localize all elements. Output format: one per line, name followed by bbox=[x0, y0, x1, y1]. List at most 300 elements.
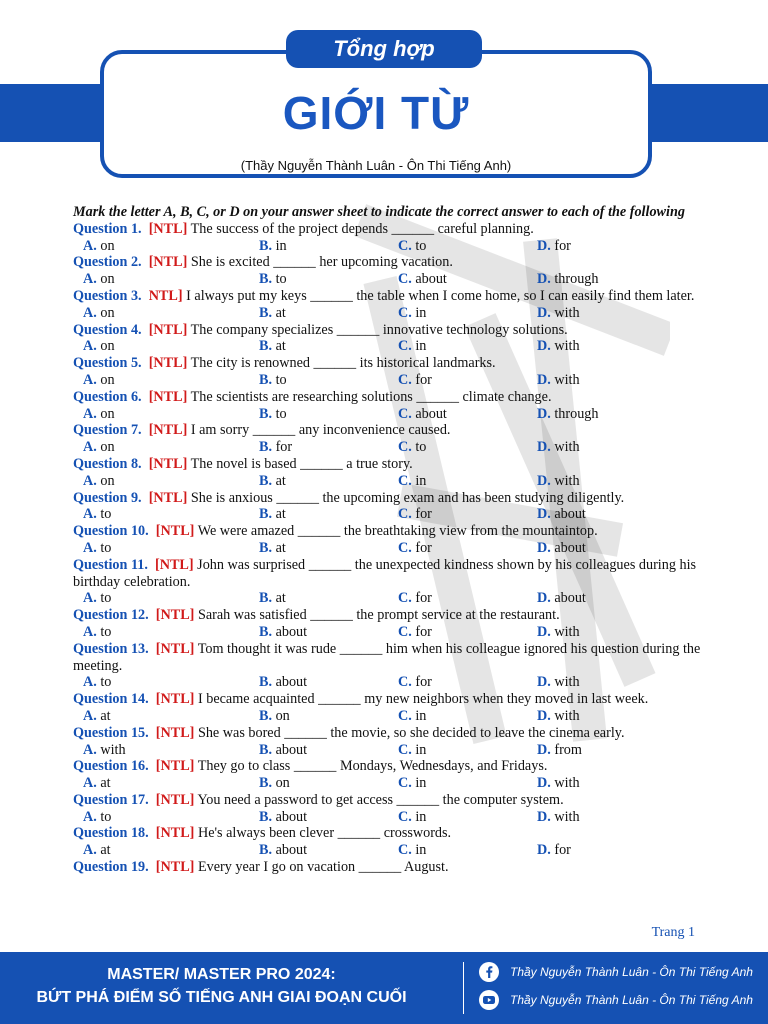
option-letter: C. bbox=[398, 623, 412, 640]
question-tag: [NTL] bbox=[148, 455, 188, 472]
answer-options bbox=[73, 809, 703, 826]
answer-option[interactable] bbox=[259, 809, 307, 826]
question-list bbox=[73, 204, 703, 876]
question-tag: [NTL] bbox=[148, 220, 188, 237]
question-tag: [NTL] bbox=[155, 825, 195, 842]
option-text: on bbox=[100, 237, 115, 254]
option-letter: C. bbox=[398, 707, 412, 724]
answer-options bbox=[73, 540, 703, 557]
answer-option[interactable] bbox=[83, 238, 115, 255]
option-letter: B. bbox=[259, 590, 273, 607]
option-text: about bbox=[275, 674, 308, 691]
question-5 bbox=[73, 355, 703, 372]
answer-option[interactable] bbox=[259, 674, 307, 691]
option-letter: B. bbox=[259, 623, 273, 640]
facebook-label: Thầy Nguyễn Thành Luân - Ôn Thi Tiếng Anh bbox=[510, 965, 753, 979]
answer-option[interactable] bbox=[259, 238, 287, 255]
option-text: in bbox=[415, 842, 427, 859]
option-letter: B. bbox=[259, 539, 273, 556]
answer-option[interactable] bbox=[259, 439, 292, 456]
question-2 bbox=[73, 254, 703, 271]
question-7 bbox=[73, 422, 703, 439]
option-letter: D. bbox=[537, 371, 551, 388]
option-text: about bbox=[415, 405, 447, 422]
answer-option[interactable] bbox=[537, 590, 586, 607]
question-text: The novel is based ______ a true story. bbox=[190, 455, 413, 472]
option-letter: A. bbox=[83, 741, 97, 758]
question-label: Question 5. bbox=[73, 355, 142, 372]
option-letter: D. bbox=[537, 674, 551, 691]
option-letter: D. bbox=[537, 808, 551, 825]
question-text: She was bored ______ the movie, so she decided to leave the cinema early. bbox=[197, 724, 625, 741]
answer-option[interactable] bbox=[537, 742, 582, 759]
question-11 bbox=[73, 557, 703, 591]
option-text: with bbox=[554, 707, 580, 724]
option-letter: B. bbox=[259, 775, 273, 792]
question-text: The success of the project depends ______ careful planning. bbox=[190, 220, 534, 237]
answer-options bbox=[73, 372, 703, 389]
youtube-link[interactable] bbox=[478, 988, 753, 1012]
answer-option[interactable] bbox=[259, 305, 286, 322]
answer-option[interactable] bbox=[259, 742, 307, 759]
option-text: for bbox=[415, 623, 432, 640]
question-label: Question 10. bbox=[73, 523, 149, 540]
option-letter: B. bbox=[259, 842, 273, 859]
answer-option[interactable] bbox=[398, 473, 426, 490]
answer-option[interactable] bbox=[83, 506, 111, 523]
option-letter: A. bbox=[83, 775, 97, 792]
question-text: I became acquainted ______ my new neighbors when they moved in last week. bbox=[197, 691, 649, 708]
option-letter: C. bbox=[398, 506, 412, 523]
option-text: with bbox=[100, 741, 126, 758]
question-label: Question 4. bbox=[73, 321, 142, 338]
footer-line2: BỨT PHÁ ĐIỂM SỐ TIẾNG ANH GIAI ĐOẠN CUỐI bbox=[36, 989, 407, 1006]
option-text: at bbox=[275, 304, 286, 321]
question-tag: [NTL] bbox=[148, 388, 188, 405]
option-text: through bbox=[554, 271, 599, 288]
answer-option[interactable] bbox=[537, 506, 586, 523]
option-text: on bbox=[100, 371, 115, 388]
question-18 bbox=[73, 825, 703, 842]
option-letter: D. bbox=[537, 623, 551, 640]
answer-option[interactable] bbox=[259, 590, 286, 607]
question-label: Question 16. bbox=[73, 758, 149, 775]
answer-option[interactable] bbox=[259, 406, 287, 423]
answer-options bbox=[73, 439, 703, 456]
footer bbox=[0, 952, 768, 1024]
option-text: to bbox=[275, 271, 287, 288]
answer-option[interactable] bbox=[259, 708, 290, 725]
option-text: for bbox=[554, 237, 571, 254]
answer-option[interactable] bbox=[398, 506, 432, 523]
question-14 bbox=[73, 691, 703, 708]
option-letter: C. bbox=[398, 405, 412, 422]
question-text: You need a password to get access ______ the computer system. bbox=[197, 791, 564, 808]
answer-option[interactable] bbox=[537, 406, 598, 423]
answer-option[interactable] bbox=[259, 338, 286, 355]
question-tag: [NTL] bbox=[148, 422, 188, 439]
option-text: at bbox=[100, 775, 111, 792]
option-text: in bbox=[415, 808, 427, 825]
option-letter: D. bbox=[537, 775, 551, 792]
question-tag: [NTL] bbox=[155, 640, 195, 657]
footer-course bbox=[0, 964, 443, 1010]
option-text: with bbox=[554, 472, 580, 489]
question-tag: [NTL] bbox=[148, 355, 188, 372]
question-label: Question 7. bbox=[73, 422, 142, 439]
question-label: Question 14. bbox=[73, 691, 149, 708]
question-text: Tom thought it was rude ______ him when his colleague ignored his question during the meeting. bbox=[73, 640, 701, 674]
option-letter: B. bbox=[259, 338, 273, 355]
question-tag: [NTL] bbox=[155, 556, 194, 573]
option-letter: D. bbox=[537, 237, 551, 254]
option-text: with bbox=[554, 808, 580, 825]
question-6 bbox=[73, 389, 703, 406]
question-text: Sarah was satisfied ______ the prompt service at the restaurant. bbox=[197, 607, 560, 624]
option-letter: C. bbox=[398, 271, 412, 288]
option-letter: D. bbox=[537, 506, 551, 523]
option-text: to bbox=[415, 237, 427, 254]
option-text: on bbox=[275, 707, 290, 724]
answer-options bbox=[73, 624, 703, 641]
question-label: Question 2. bbox=[73, 254, 142, 271]
answer-option[interactable] bbox=[537, 842, 571, 859]
answer-option[interactable] bbox=[83, 674, 111, 691]
question-13 bbox=[73, 641, 703, 675]
answer-option[interactable] bbox=[83, 742, 126, 759]
option-text: with bbox=[554, 304, 580, 321]
answer-option[interactable] bbox=[398, 372, 432, 389]
option-text: about bbox=[275, 741, 308, 758]
answer-option[interactable] bbox=[259, 271, 287, 288]
facebook-icon bbox=[478, 961, 500, 983]
option-text: at bbox=[100, 707, 111, 724]
option-letter: D. bbox=[537, 271, 551, 288]
answer-option[interactable] bbox=[398, 590, 432, 607]
option-letter: D. bbox=[537, 707, 551, 724]
answer-option[interactable] bbox=[83, 439, 115, 456]
answer-option[interactable] bbox=[537, 271, 598, 288]
option-text: in bbox=[415, 472, 427, 489]
option-letter: C. bbox=[398, 674, 412, 691]
answer-options bbox=[73, 406, 703, 423]
answer-options bbox=[73, 338, 703, 355]
question-4 bbox=[73, 322, 703, 339]
option-letter: A. bbox=[83, 472, 97, 489]
answer-option[interactable] bbox=[259, 372, 287, 389]
question-text: We were amazed ______ the breathtaking view from the mountaintop. bbox=[197, 523, 598, 540]
option-letter: B. bbox=[259, 506, 273, 523]
answer-option[interactable] bbox=[259, 775, 290, 792]
answer-option[interactable] bbox=[259, 842, 307, 859]
answer-option[interactable] bbox=[259, 540, 286, 557]
option-text: about bbox=[275, 842, 308, 859]
question-label: Question 6. bbox=[73, 388, 142, 405]
answer-option[interactable] bbox=[537, 775, 580, 792]
question-tag: [NTL] bbox=[155, 859, 195, 876]
option-letter: A. bbox=[83, 304, 97, 321]
option-text: for bbox=[554, 842, 571, 859]
question-label: Question 15. bbox=[73, 724, 149, 741]
answer-option[interactable] bbox=[83, 809, 111, 826]
option-letter: B. bbox=[259, 674, 273, 691]
option-letter: D. bbox=[537, 741, 551, 758]
answer-option[interactable] bbox=[398, 540, 432, 557]
option-letter: A. bbox=[83, 506, 97, 523]
option-letter: C. bbox=[398, 775, 412, 792]
option-letter: C. bbox=[398, 237, 412, 254]
answer-option[interactable] bbox=[398, 406, 447, 423]
option-text: in bbox=[415, 707, 427, 724]
answer-options bbox=[73, 473, 703, 490]
facebook-link[interactable] bbox=[478, 960, 753, 984]
option-letter: D. bbox=[537, 539, 551, 556]
answer-option[interactable] bbox=[537, 338, 580, 355]
answer-options bbox=[73, 674, 703, 691]
option-letter: D. bbox=[537, 405, 551, 422]
question-label: Question 12. bbox=[73, 607, 149, 624]
question-16 bbox=[73, 758, 703, 775]
option-text: on bbox=[100, 304, 115, 321]
footer-line1: MASTER/ MASTER PRO 2024: bbox=[107, 966, 336, 983]
answer-option[interactable] bbox=[537, 624, 580, 641]
option-text: with bbox=[554, 371, 580, 388]
option-letter: B. bbox=[259, 304, 273, 321]
answer-options bbox=[73, 590, 703, 607]
option-text: about bbox=[275, 623, 308, 640]
answer-options bbox=[73, 238, 703, 255]
answer-option[interactable] bbox=[83, 271, 115, 288]
answer-option[interactable] bbox=[398, 742, 426, 759]
question-1 bbox=[73, 221, 703, 238]
page-number: Trang 1 bbox=[651, 925, 695, 940]
question-tag: [NTL] bbox=[155, 523, 195, 540]
option-text: at bbox=[275, 590, 286, 607]
answer-options bbox=[73, 305, 703, 322]
option-text: on bbox=[100, 271, 115, 288]
option-text: for bbox=[415, 590, 432, 607]
option-letter: B. bbox=[259, 808, 273, 825]
option-letter: A. bbox=[83, 271, 97, 288]
question-tag: [NTL] bbox=[148, 254, 188, 271]
option-text: in bbox=[415, 741, 427, 758]
answer-option[interactable] bbox=[537, 372, 580, 389]
option-text: in bbox=[415, 775, 427, 792]
header-pill: Tổng hợp bbox=[286, 30, 482, 68]
answer-option[interactable] bbox=[259, 624, 307, 641]
option-letter: A. bbox=[83, 371, 97, 388]
question-15 bbox=[73, 725, 703, 742]
question-10 bbox=[73, 523, 703, 540]
question-text: They go to class ______ Mondays, Wednesdays, and Fridays. bbox=[197, 758, 548, 775]
answer-option[interactable] bbox=[398, 439, 426, 456]
option-text: to bbox=[275, 405, 287, 422]
answer-option[interactable] bbox=[537, 473, 580, 490]
answer-option[interactable] bbox=[259, 473, 286, 490]
question-label: Question 3. bbox=[73, 287, 142, 304]
option-text: to bbox=[100, 539, 112, 556]
option-letter: A. bbox=[83, 338, 97, 355]
option-text: about bbox=[554, 506, 586, 523]
question-8 bbox=[73, 456, 703, 473]
question-text: She is excited ______ her upcoming vacation. bbox=[190, 254, 453, 271]
answer-option[interactable] bbox=[398, 271, 447, 288]
option-letter: B. bbox=[259, 271, 273, 288]
answer-option[interactable] bbox=[398, 708, 426, 725]
option-text: for bbox=[415, 539, 432, 556]
answer-options bbox=[73, 842, 703, 859]
option-text: with bbox=[554, 674, 580, 691]
option-letter: B. bbox=[259, 371, 273, 388]
instruction: Mark the letter A, B, C, or D on your answer sheet to indicate the correct answer to each of the following bbox=[73, 204, 685, 220]
answer-option[interactable] bbox=[398, 305, 426, 322]
option-text: at bbox=[275, 539, 286, 556]
option-letter: B. bbox=[259, 237, 273, 254]
answer-option[interactable] bbox=[537, 540, 586, 557]
option-letter: D. bbox=[537, 304, 551, 321]
question-12 bbox=[73, 607, 703, 624]
option-letter: C. bbox=[398, 539, 412, 556]
answer-option[interactable] bbox=[83, 775, 111, 792]
option-text: in bbox=[415, 338, 427, 355]
question-text: The city is renowned ______ its historical landmarks. bbox=[190, 355, 496, 372]
option-text: with bbox=[554, 623, 580, 640]
answer-options bbox=[73, 271, 703, 288]
answer-options bbox=[73, 708, 703, 725]
answer-option[interactable] bbox=[83, 406, 115, 423]
option-letter: A. bbox=[83, 539, 97, 556]
option-letter: D. bbox=[537, 439, 551, 456]
option-letter: B. bbox=[259, 741, 273, 758]
answer-option[interactable] bbox=[83, 473, 115, 490]
question-label: Question 1. bbox=[73, 220, 142, 237]
option-text: about bbox=[275, 808, 308, 825]
option-letter: C. bbox=[398, 304, 412, 321]
option-letter: D. bbox=[537, 338, 551, 355]
answer-options bbox=[73, 506, 703, 523]
option-text: in bbox=[275, 237, 287, 254]
option-text: to bbox=[100, 590, 112, 607]
question-label: Question 13. bbox=[73, 640, 149, 657]
youtube-icon bbox=[478, 989, 500, 1011]
option-text: for bbox=[415, 674, 432, 691]
answer-option[interactable] bbox=[537, 305, 580, 322]
option-letter: B. bbox=[259, 405, 273, 422]
question-text: John was surprised ______ the unexpected kindness shown by his colleagues during his birthday celebration. bbox=[73, 556, 697, 590]
question-tag: [NTL] bbox=[155, 791, 195, 808]
option-text: on bbox=[100, 472, 115, 489]
option-text: to bbox=[100, 674, 112, 691]
answer-option[interactable] bbox=[537, 439, 580, 456]
answer-option[interactable] bbox=[398, 338, 426, 355]
question-tag: [NTL] bbox=[148, 489, 188, 506]
question-19 bbox=[73, 859, 703, 876]
question-3 bbox=[73, 288, 703, 305]
option-text: on bbox=[100, 405, 115, 422]
answer-options bbox=[73, 775, 703, 792]
option-letter: C. bbox=[398, 842, 412, 859]
option-text: for bbox=[415, 506, 432, 523]
question-text: She is anxious ______ the upcoming exam and has been studying diligently. bbox=[190, 489, 625, 506]
option-text: to bbox=[415, 439, 427, 456]
question-label: Question 17. bbox=[73, 791, 149, 808]
answer-option[interactable] bbox=[259, 506, 286, 523]
answer-option[interactable] bbox=[398, 674, 432, 691]
option-text: about bbox=[554, 590, 586, 607]
author-line: (Thầy Nguyễn Thành Luân - Ôn Thi Tiếng Anh) bbox=[240, 158, 512, 173]
answer-option[interactable] bbox=[83, 372, 115, 389]
option-text: to bbox=[100, 506, 112, 523]
question-tag: NTL] bbox=[148, 287, 183, 304]
option-letter: D. bbox=[537, 590, 551, 607]
answer-option[interactable] bbox=[398, 809, 426, 826]
option-letter: A. bbox=[83, 405, 97, 422]
answer-option[interactable] bbox=[537, 809, 580, 826]
answer-option[interactable] bbox=[537, 708, 580, 725]
option-text: on bbox=[100, 338, 115, 355]
option-text: with bbox=[554, 439, 580, 456]
option-letter: B. bbox=[259, 707, 273, 724]
option-text: from bbox=[554, 741, 582, 758]
answer-option[interactable] bbox=[398, 775, 426, 792]
option-letter: C. bbox=[398, 472, 412, 489]
option-letter: A. bbox=[83, 439, 97, 456]
option-text: in bbox=[415, 304, 427, 321]
question-label: Question 11. bbox=[73, 556, 148, 573]
question-text: I am sorry ______ any inconvenience caused. bbox=[190, 422, 451, 439]
option-letter: C. bbox=[398, 338, 412, 355]
answer-option[interactable] bbox=[537, 238, 571, 255]
answer-option[interactable] bbox=[83, 624, 111, 641]
answer-option[interactable] bbox=[398, 842, 426, 859]
question-9 bbox=[73, 490, 703, 507]
question-text: Every year I go on vacation ______ August. bbox=[197, 859, 449, 876]
page-title: GIỚI TỪ bbox=[282, 87, 470, 139]
question-text: I always put my keys ______ the table when I come home, so I can easily find them later. bbox=[186, 287, 695, 304]
option-letter: A. bbox=[83, 808, 97, 825]
option-letter: A. bbox=[83, 707, 97, 724]
option-text: at bbox=[275, 506, 286, 523]
question-text: The scientists are researching solutions ______ climate change. bbox=[190, 388, 552, 405]
answer-option[interactable] bbox=[83, 708, 111, 725]
question-tag: [NTL] bbox=[155, 607, 195, 624]
option-letter: A. bbox=[83, 674, 97, 691]
option-text: for bbox=[415, 371, 432, 388]
answer-option[interactable] bbox=[537, 674, 580, 691]
answer-options bbox=[73, 742, 703, 759]
answer-option[interactable] bbox=[83, 590, 111, 607]
option-text: about bbox=[554, 539, 586, 556]
option-letter: A. bbox=[83, 590, 97, 607]
option-text: with bbox=[554, 775, 580, 792]
answer-option[interactable] bbox=[398, 238, 426, 255]
option-text: at bbox=[275, 338, 286, 355]
question-tag: [NTL] bbox=[155, 724, 195, 741]
answer-option[interactable] bbox=[83, 842, 111, 859]
answer-option[interactable] bbox=[398, 624, 432, 641]
option-letter: D. bbox=[537, 472, 551, 489]
question-tag: [NTL] bbox=[155, 691, 195, 708]
answer-option[interactable] bbox=[83, 540, 111, 557]
answer-option[interactable] bbox=[83, 338, 115, 355]
answer-option[interactable] bbox=[83, 305, 115, 322]
option-text: for bbox=[275, 439, 293, 456]
option-letter: C. bbox=[398, 439, 412, 456]
question-text: The company specializes ______ innovative technology solutions. bbox=[190, 321, 568, 338]
option-letter: C. bbox=[398, 808, 412, 825]
question-label: Question 19. bbox=[73, 859, 149, 876]
question-tag: [NTL] bbox=[148, 321, 188, 338]
